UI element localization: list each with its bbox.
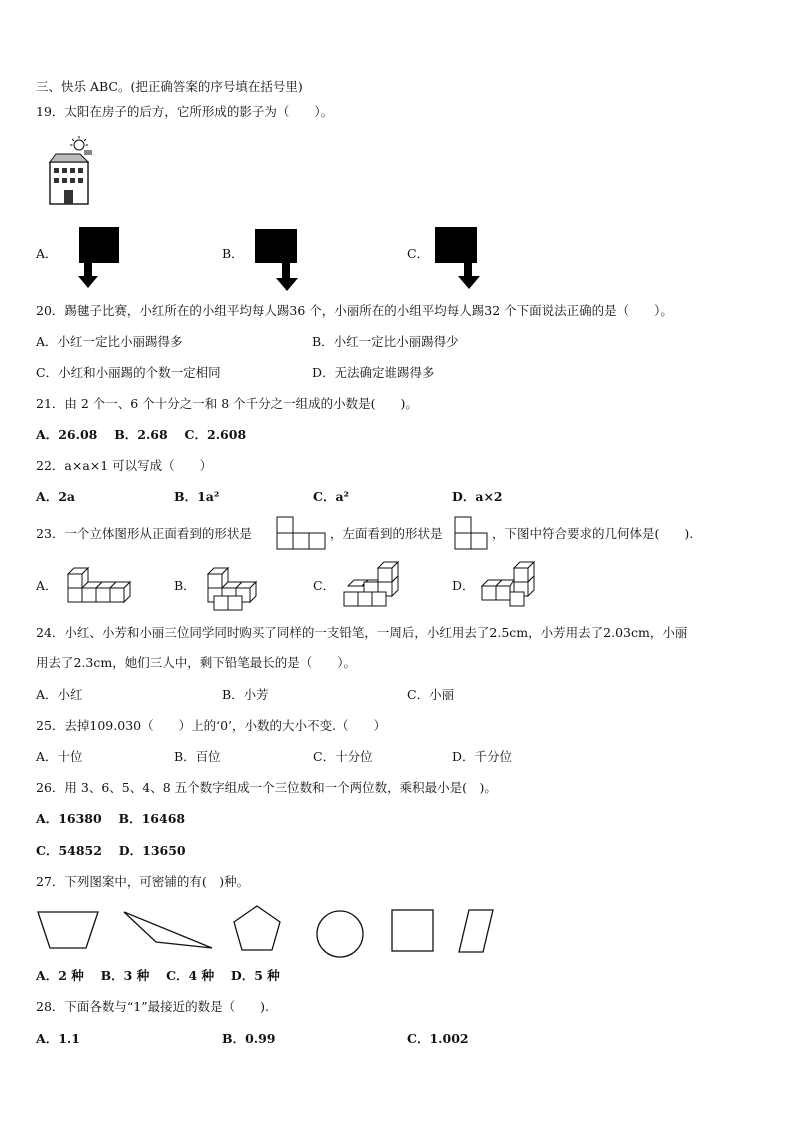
question-24-line1: 24．小红、小芳和小丽三位同学同时购买了同样的一支铅笔，一周后，小红用去了2.5cm，小芳用去了2.03cm，小丽 <box>36 625 688 640</box>
q22-option-d: D．a×2 <box>452 489 503 504</box>
section-title: 三、快乐 ABC。(把正确答案的序号填在括号里) <box>36 79 303 94</box>
circle-shape <box>317 911 363 957</box>
cubes-option-b <box>204 566 266 612</box>
question-23-part3: ，下图中符合要求的几何体是( ). <box>492 526 694 541</box>
q20-option-a: A．小红一定比小丽踢得多 <box>36 334 183 349</box>
q25-option-d: D．千分位 <box>452 749 513 764</box>
question-22: 22．a×a×1 可以写成（ ） <box>36 458 213 473</box>
q21-options: A．26.08 B．2.68 C．2.608 <box>36 427 247 442</box>
question-21: 21．由 2 个一、6 个十分之一和 8 个千分之一组成的小数是( )。 <box>36 396 418 411</box>
question-20: 20．踢毽子比赛，小红所在的小组平均每人踢36 个，小丽所在的小组平均每人踢32 个下面说法正确的是（ ）。 <box>36 303 673 318</box>
question-23-part2: ，左面看到的形状是 <box>330 526 443 541</box>
q25-option-c: C．十分位 <box>313 749 373 764</box>
q25-option-b: B．百位 <box>174 749 221 764</box>
triangle-shape <box>124 912 212 948</box>
question-27: 27．下列图案中，可密铺的有( )种。 <box>36 874 250 889</box>
q28-option-b: B．0.99 <box>222 1031 276 1046</box>
front-view-shape <box>276 516 328 550</box>
q23-option-a-label: A． <box>36 578 58 593</box>
house-sun-picture <box>46 136 98 204</box>
left-view-shape <box>454 516 490 550</box>
q22-option-c: C．a² <box>313 489 350 504</box>
q23-option-b-label: B． <box>174 578 196 593</box>
shadow-option-a <box>76 226 122 290</box>
q24-option-b: B．小芳 <box>222 687 269 702</box>
q20-option-b: B．小红一定比小丽踢得少 <box>312 334 459 349</box>
shadow-option-b <box>254 228 302 292</box>
q22-option-a: A．2a <box>36 489 75 504</box>
q20-option-c: C．小红和小丽踢的个数一定相同 <box>36 365 221 380</box>
shadow-option-c <box>434 226 484 290</box>
q20-option-d: D．无法确定谁踢得多 <box>312 365 435 380</box>
question-24-line2: 用去了2.3cm，她们三人中，剩下铅笔最长的是（ ）。 <box>36 655 356 670</box>
question-19: 19．太阳在房子的后方，它所形成的影子为（ ）。 <box>36 104 334 119</box>
q19-option-c-label: C． <box>407 246 430 261</box>
trapezoid-shape <box>38 912 98 948</box>
q28-option-a: A．1.1 <box>36 1031 80 1046</box>
q23-option-c-label: C． <box>313 578 336 593</box>
cubes-option-c <box>340 560 404 610</box>
question-23-part1: 23．一个立体图形从正面看到的形状是 <box>36 526 252 541</box>
q23-option-d-label: D． <box>452 578 475 593</box>
q26-options-row1: A．16380 B．16468 <box>36 811 186 826</box>
q28-option-c: C．1.002 <box>407 1031 469 1046</box>
q19-option-a-label: A． <box>36 246 58 261</box>
pentagon-shape <box>234 906 280 950</box>
question-28: 28．下面各数与“1”最接近的数是（ ). <box>36 999 269 1014</box>
cubes-option-a <box>66 564 134 608</box>
parallelogram-shape <box>459 910 493 952</box>
q24-option-a: A．小红 <box>36 687 83 702</box>
q22-option-b: B．1a² <box>174 489 220 504</box>
tessellation-shapes <box>36 902 506 962</box>
cubes-option-d <box>478 560 542 610</box>
q27-options: A．2 种 B．3 种 C．4 种 D．5 种 <box>36 968 280 983</box>
question-25: 25．去掉109.030（ ）上的‘0’，小数的大小不变.（ ） <box>36 718 386 733</box>
q19-option-b-label: B． <box>222 246 244 261</box>
question-26: 26．用 3、6、5、4、8 五个数字组成一个三位数和一个两位数，乘积最小是( )。 <box>36 780 497 795</box>
q26-options-row2: C．54852 D．13650 <box>36 843 186 858</box>
square-shape <box>392 910 433 951</box>
q25-option-a: A．十位 <box>36 749 83 764</box>
q24-option-c: C．小丽 <box>407 687 455 702</box>
